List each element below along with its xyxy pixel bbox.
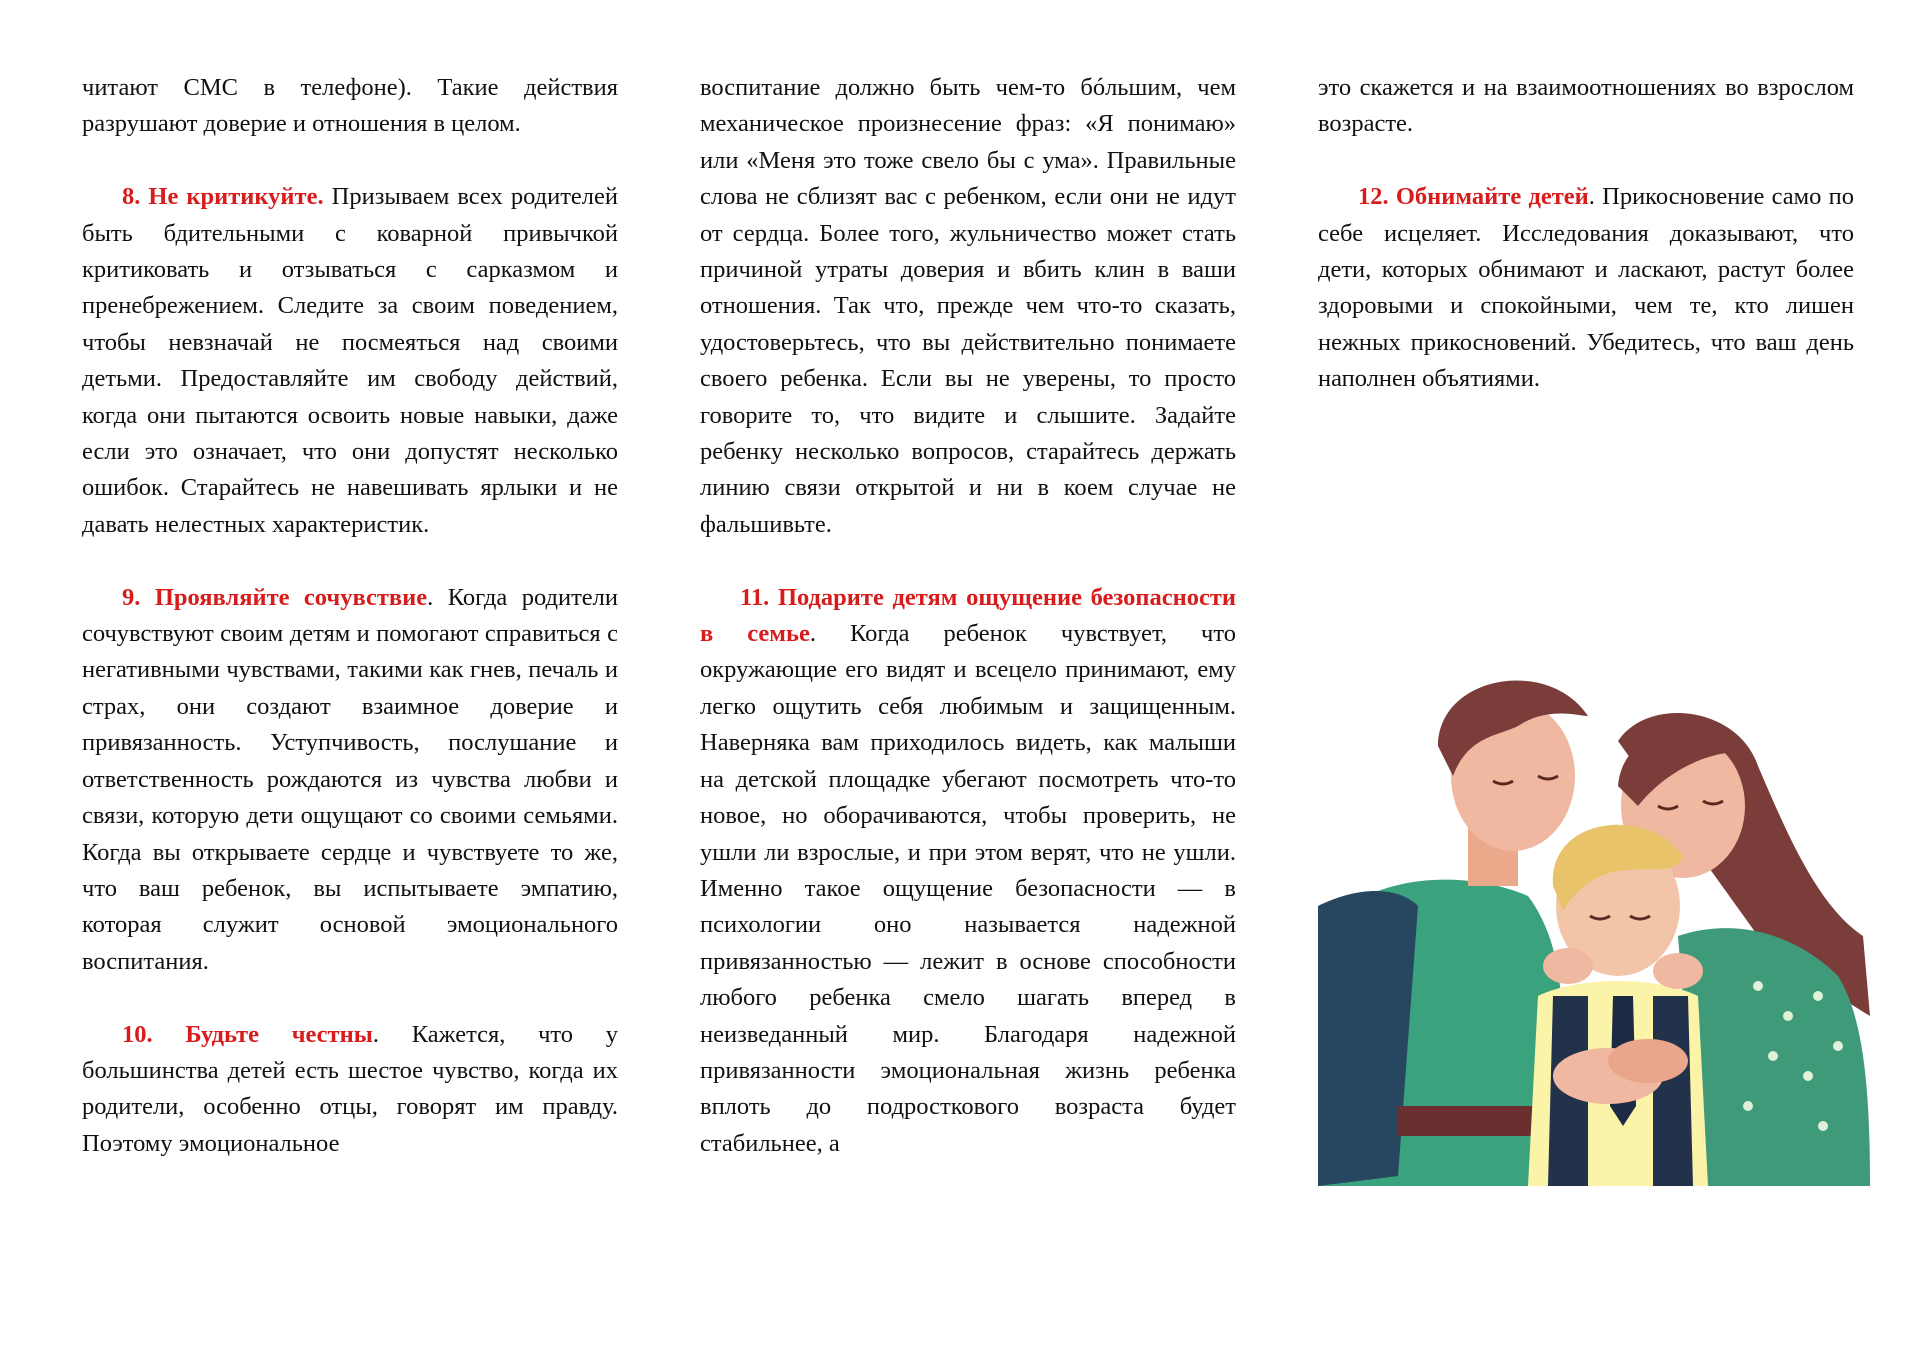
paragraph-item-9 [82, 580, 618, 980]
heading-item-9: 9. Проявляйте сочувствие [122, 583, 428, 611]
text-column-2 [700, 70, 1236, 1199]
paragraph-item-8 [82, 179, 618, 543]
text-column-1 [82, 70, 618, 1199]
paragraph-intro: читают СМС в телефоне). Такие действия разрушают доверие и отношения в целом. [82, 74, 618, 138]
body-item-10: . Кажется, что у большинства детей есть шестое чувство, когда их родители, особенно отцы, говорят им правду. Поэтому эмоциональное [82, 1020, 618, 1157]
heading-item-11: 11. Подарите детям ощущение безопасности в семье [700, 583, 1236, 648]
paragraph-item-12 [1318, 179, 1854, 397]
paragraph-item-11 [700, 580, 1236, 1163]
body-item-12: . Прикосновение само по себе исцеляет. Исследования доказывают, что дети, которых обнимают и ласкают, растут более здоровыми и спокойными, чем те, кто лишен нежных прикосновений. Убедитесь, что ваш день наполнен объятиями. [1318, 183, 1854, 393]
family-hug-icon [1318, 636, 1870, 1186]
family-hug-illustration [1318, 636, 1870, 1186]
paragraph-item-11-continued: это скажется и на взаимоотношениях во взрослом возрасте. [1318, 74, 1854, 138]
body-item-8: Призываем всех родителей быть бдительными с коварной привычкой критиковать и отзываться с сарказмом и пренебрежением. Следите за своим поведением, чтобы невзначай не посмеяться над своими детьми. Предоставляйте им свободу действий, когда они пытаются освоить новые навыки, даже если это означает, что они допустят несколько ошибок. Старайтесь не навешивать ярлыки и не давать нелестных характеристик. [82, 183, 618, 538]
heading-item-10: 10. Будьте честны [122, 1020, 373, 1048]
paragraph-item-10-continued: воспитание должно быть чем-то бóльшим, чем механическое произнесение фраз: «Я понимаю» или «Меня это тоже свело бы с ума». Правильные слова не сблизят вас с ребенком, если они не идут от сердца. Более того, жульничество может стать причиной утраты доверия и вбить клин в ваши отношения. Так что, прежде чем что-то сказать, удостоверьтесь, что вы действительно понимаете своего ребенка. Если вы не уверены, то просто говорите то, что видите и слышите. Задайте ребенку несколько вопросов, старайтесь держать линию связи открытой и ни в коем случае не фальшивьте. [700, 74, 1236, 538]
heading-item-12: 12. Обнимайте детей [1358, 183, 1589, 211]
body-item-11: . Когда ребенок чувствует, что окружающие его видят и всецело принимают, ему легко ощутить себя любимым и защищенным. Наверняка вам приходилось видеть, как малыши на детской площадке убегают посмотреть что-то новое, но оборачиваются, чтобы проверить, не ушли ли взрослые, и при этом верят, что не ушли. Именно такое ощущение безопасности — в психологии оно называется надежной привязанностью — лежит в основе способности любого ребенка смело шагать вперед в неизведанный мир. Благодаря надежной привязанности эмоциональная жизнь ребенка вплоть до подросткового возраста будет стабильнее, а [700, 620, 1236, 1157]
paragraph-item-10 [82, 1017, 618, 1163]
text-column-3 [1318, 70, 1854, 434]
body-item-9: . Когда родители сочувствуют своим детям и помогают справиться с негативными чувствами, такими как гнев, печаль и страх, они создают взаимное доверие и привязанность. Уступчивость, послушание и ответственность рождаются из чувства любви и связи, которую дети ощущают со своими семьями. Когда вы открываете сердце и чувствуете то же, что ваш ребенок, вы испытываете эмпатию, которая служит основой эмоционального воспитания. [82, 583, 618, 975]
heading-item-8: 8. Не критикуйте. [122, 183, 324, 211]
